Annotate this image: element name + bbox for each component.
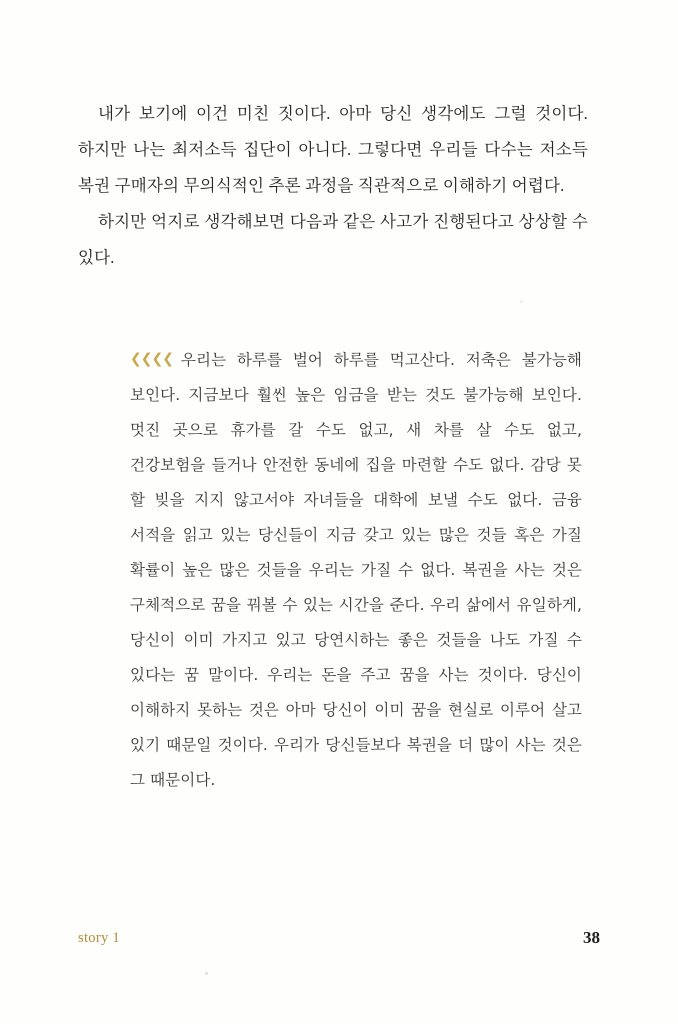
page-footer — [78, 930, 600, 952]
quote-text: 우리는 하루를 벌어 하루를 먹고산다. 저축은 불가능해 보인다. 지금보다 훨씬 높은 임금을 받는 것도 불가능해 보인다. 멋진 곳으로 휴가를 갈 수도 없고, 새 차를 살 수도 없고, 건강보험을 들거나 안전한 동네에 집을 마련할 수도 없다. 감당 못 할 빚을 지지 않고서야 자녀들을 대학에 보낼 수도 없다. 금융 서적을 읽고 있는 당신들이 지금 갖고 있는 많은 것들 혹은 가질 확률이 높은 많은 것들을 우리는 가질 수 없다. 복권을 사는 것은 구체적으로 꿈을 꿔볼 수 있는 시간을 준다. 우리 삶에서 유일하게, 당신이 이미 가지고 있고 당연시하는 좋은 것들을 나도 가질 수 있다는 꿈 말이다. 우리는 돈을 주고 꿈을 사는 것이다. 당신이 이해하지 못하는 것은 아마 당신이 이미 꿈을 현실로 이루어 살고 있기 때문일 것이다. 우리가 당신들보다 복권을 더 많이 사는 것은 그 때문이다. — [130, 351, 582, 789]
footer-chapter-label: story 1 — [78, 930, 120, 946]
paragraph-2: 하지만 억지로 생각해보면 다음과 같은 사고가 진행된다고 상상할 수 있다. — [78, 212, 588, 267]
quote-text-wrapper — [130, 342, 582, 798]
page-body — [78, 96, 588, 798]
paper-speck — [520, 300, 523, 303]
quote-ornament-icon: ❮❮❮❮ — [130, 351, 173, 367]
paragraph-1: 내가 보기에 이건 미친 짓이다. 아마 당신 생각에도 그럴 것이다. 하지만 나는 최저소득 집단이 아니다. 그렇다면 우리들 다수는 저소득 복권 구매자의 무의식적인 추론 과정을 직관적으로 이해하기 어렵다. — [78, 104, 588, 195]
footer-page-number: 38 — [583, 928, 600, 947]
pull-quote — [130, 342, 582, 798]
paper-speck — [205, 972, 208, 975]
